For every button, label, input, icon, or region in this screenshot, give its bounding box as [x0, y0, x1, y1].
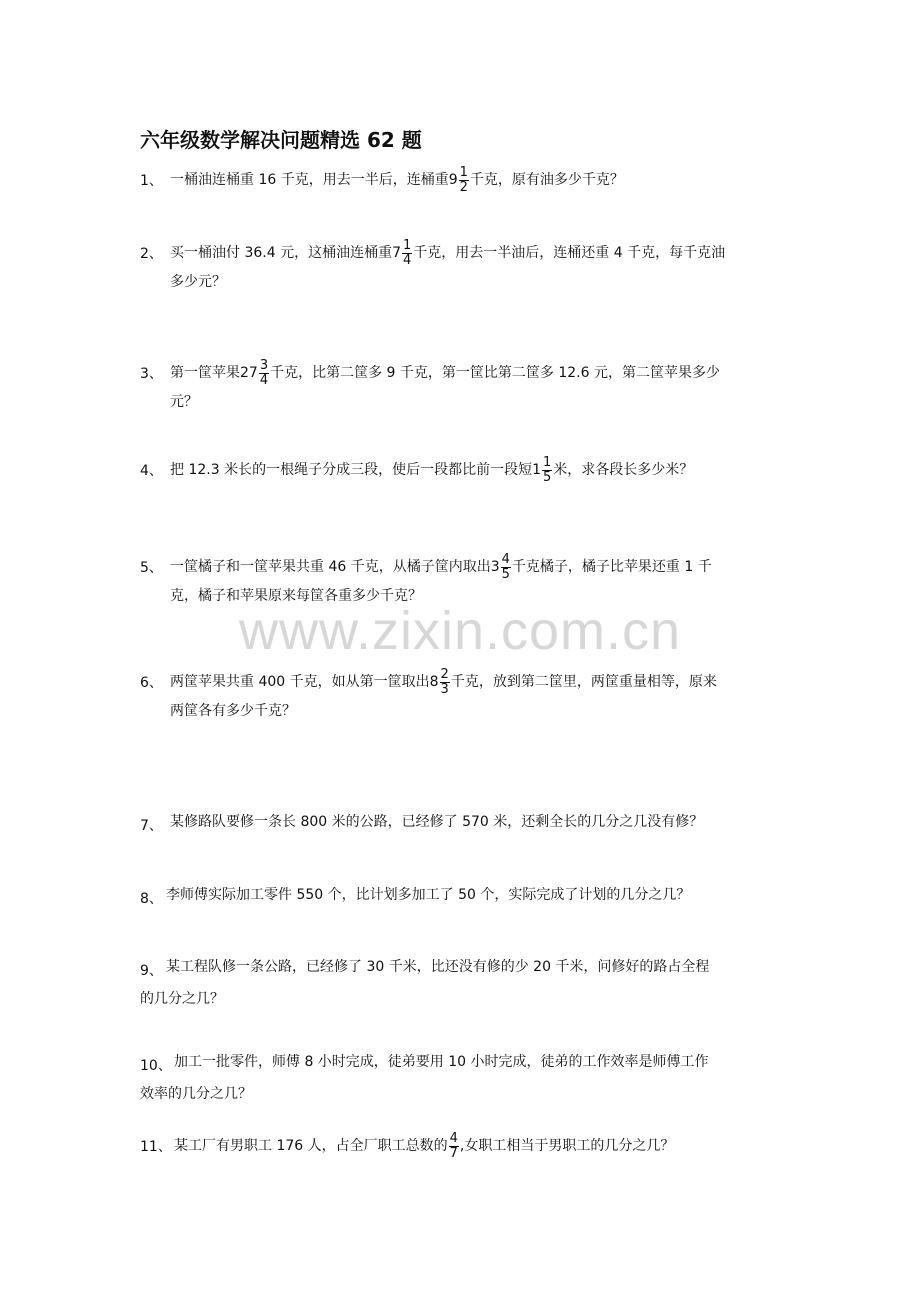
numerator: 1 [459, 165, 468, 180]
question-continuation: 两筐各有多少千克？ [170, 703, 296, 719]
question-text [170, 239, 725, 267]
numerator: 1 [543, 455, 552, 470]
question-text-segment: 把 12.3 米长的一根绳子分成三段，使后一段都比前一段短 [170, 462, 533, 479]
question-continuation: 元？ [170, 394, 198, 410]
question-text-segment: ,女职工相当于男职工的几分之几？ [459, 1138, 675, 1155]
question-text [170, 668, 717, 696]
question-number: 1、 [140, 173, 163, 189]
question-text-segment: 某修路队要修一条长 800 米的公路，已经修了 570 米，还剩全长的几分之几没有修？ [170, 814, 704, 830]
fraction [402, 239, 412, 267]
numerator: 2 [440, 667, 449, 682]
question-continuation: 效率的几分之几？ [140, 1086, 252, 1102]
question-continuation: 多少元？ [170, 274, 226, 290]
numerator: 4 [449, 1131, 458, 1146]
question-number: 4、 [140, 463, 163, 479]
question-continuation: 的几分之几？ [140, 991, 224, 1007]
question-number: 2、 [140, 246, 163, 262]
fraction [259, 359, 269, 387]
whole-part: 3 [490, 559, 500, 576]
fraction [501, 553, 511, 581]
question-text-segment: 加工一批零件，师傅 8 小时完成，徒弟要用 10 小时完成，徒弟的工作效率是师傅工作 [174, 1054, 709, 1070]
question-text-segment: 米，求各段长多少米？ [553, 462, 694, 479]
question-text-segment: 千克，比第二筐多 9 千克，第一筐比第二筐多 12.6 元，第二筐苹果多少 [270, 365, 720, 382]
question-continuation: 克，橘子和苹果原来每筐各重多少千克？ [170, 588, 422, 604]
question-text-segment: 千克，用去一半油后，连桶还重 4 千克，每千克油 [413, 245, 726, 262]
question-number: 9、 [140, 963, 163, 979]
fraction [459, 166, 469, 194]
question-text-segment: 一桶油连桶重 16 千克，用去一半后，连桶重 [170, 172, 449, 189]
question-text-segment: 一筐橘子和一筐苹果共重 46 千克，从橘子筐内取出 [170, 559, 491, 576]
mixed-number [429, 667, 451, 697]
denominator: 4 [403, 252, 412, 268]
question-number: 5、 [140, 560, 163, 576]
question-text-segment: 千克，原有油多少千克？ [469, 172, 624, 189]
question-text-segment: 某工厂有男职工 176 人，占全厂职工总数的 [174, 1138, 448, 1155]
denominator: 7 [449, 1145, 458, 1161]
question-text [174, 1051, 709, 1071]
question-text-segment: 千克，放到第二筐里，两筐重量相等，原来 [450, 674, 717, 691]
denominator: 5 [501, 566, 510, 582]
denominator: 4 [259, 372, 269, 388]
denominator: 3 [440, 681, 449, 697]
whole-part: 8 [429, 674, 439, 691]
question-text [170, 553, 712, 581]
question-number: 6、 [140, 675, 163, 691]
whole-part: 1 [532, 462, 541, 479]
page-title: 六年级数学解决问题精选 62 题 [140, 128, 422, 152]
question-number: 11、 [140, 1139, 172, 1155]
question-text-segment: 某工程队修一条公路，已经修了 30 千米，比还没有修的少 20 千米，问修好的路占全程 [166, 959, 710, 975]
question-number: 8、 [140, 891, 163, 907]
mixed-number [448, 1131, 460, 1161]
mixed-number [490, 552, 512, 582]
question-text [170, 811, 703, 831]
question-number: 3、 [140, 366, 163, 382]
numerator: 3 [259, 358, 269, 373]
question-text [174, 1132, 674, 1160]
question-text [166, 956, 709, 976]
question-text-segment: 千克橘子，橘子比苹果还重 1 千 [511, 559, 712, 576]
whole-part: 9 [448, 172, 458, 189]
question-number: 7、 [140, 818, 163, 834]
question-text [166, 884, 690, 904]
denominator: 5 [543, 469, 552, 485]
mixed-number [532, 455, 553, 485]
question-text [170, 456, 693, 484]
fraction [440, 668, 450, 696]
denominator: 2 [459, 179, 468, 195]
question-text [170, 166, 624, 194]
mixed-number [392, 238, 413, 268]
question-number: 10、 [140, 1058, 172, 1074]
fraction [542, 456, 552, 484]
fraction [449, 1132, 459, 1160]
mixed-number [240, 358, 270, 388]
mixed-number [448, 165, 470, 195]
whole-part: 27 [240, 365, 258, 382]
question-text-segment: 两筐苹果共重 400 千克，如从第一筐取出 [170, 674, 430, 691]
question-text [170, 359, 720, 387]
numerator: 1 [403, 238, 412, 253]
numerator: 4 [501, 552, 510, 567]
whole-part: 7 [392, 245, 401, 262]
question-text-segment: 李师傅实际加工零件 550 个，比计划多加工了 50 个，实际完成了计划的几分之几？ [166, 887, 691, 903]
question-text-segment: 第一筐苹果 [170, 365, 240, 382]
question-text-segment: 买一桶油付 36.4 元，这桶油连桶重 [170, 245, 393, 262]
watermark: www.zixin.com.cn [238, 601, 682, 661]
